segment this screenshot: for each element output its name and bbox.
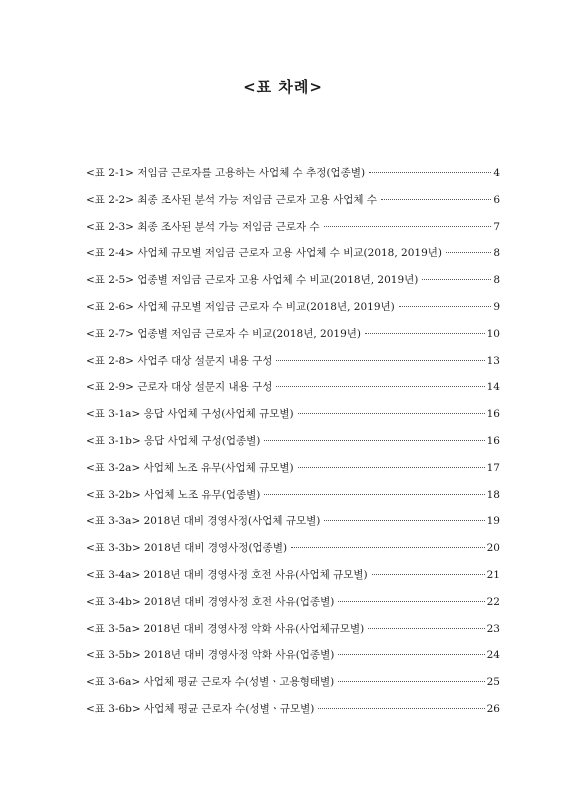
toc-leader-dots [264,494,484,495]
toc-entry-label: <표 3-6a> 사업체 평균 근로자 수(성별ㆍ고용형태별) [86,676,335,689]
toc-entry-label: <표 3-6b> 사업체 평균 근로자 수(성별ㆍ규모별) [86,702,315,715]
toc-entry[interactable] [86,245,500,272]
toc-entry[interactable] [86,299,500,326]
toc-entry-label: <표 3-2b> 사업체 노조 유무(업종별) [86,488,261,501]
toc-leader-dots [368,628,484,629]
toc-entry[interactable] [86,647,500,674]
toc-entry-page-number: 25 [486,676,500,689]
toc-entry-page-number: 10 [486,327,500,340]
toc-entry[interactable] [86,540,500,567]
toc-entry-page-number: 26 [486,702,500,715]
toc-leader-dots [264,440,484,441]
toc-leader-dots [298,413,485,414]
toc-entry-label: <표 2-3> 최종 조사된 분석 가능 저임금 근로자 수 [86,220,320,233]
toc-leader-dots [369,172,491,173]
toc-entry-label: <표 3-5a> 2018년 대비 경영사정 악화 사유(사업체규모별) [86,622,365,635]
toc-entry-page-number: 8 [493,247,500,260]
toc-entry-page-number: 7 [493,220,500,233]
toc-entry-page-number: 19 [486,515,500,528]
toc-entry-page-number: 8 [493,274,500,287]
toc-leader-dots [365,333,485,334]
toc-leader-dots [338,654,484,655]
toc-entry-label: <표 2-4> 사업체 규모별 저임금 근로자 고용 사업체 수 비교(2018, 2019년) [86,247,442,260]
toc-leader-dots [399,306,492,307]
toc-entry-label: <표 2-6> 사업체 규모별 저임금 근로자 수 비교(2018년, 2019년) [86,300,395,313]
toc-entry-label: <표 3-1a> 응답 사업체 구성(사업체 규모별) [86,408,294,421]
toc-leader-dots [318,708,484,709]
toc-entry-label: <표 3-4a> 2018년 대비 경영사정 호전 사유(사업체 규모별) [86,568,368,581]
page-title: <표 차례> [243,78,323,96]
toc-entry[interactable] [86,353,500,380]
toc-entry-label: <표 3-3b> 2018년 대비 경영사정(업종별) [86,542,288,555]
toc-entry[interactable] [86,406,500,433]
toc-entry-label: <표 3-5b> 2018년 대비 경영사정 악화 사유(업종별) [86,649,335,662]
toc-entry-label: <표 2-7> 업종별 저임금 근로자 수 비교(2018년, 2019년) [86,327,361,340]
table-of-contents-list [86,165,500,728]
toc-entry[interactable] [86,621,500,648]
toc-leader-dots [422,279,491,280]
toc-entry-page-number: 22 [486,595,500,608]
toc-leader-dots [338,681,484,682]
toc-entry-page-number: 17 [486,461,500,474]
toc-leader-dots [324,520,484,521]
toc-entry[interactable] [86,165,500,192]
toc-entry-label: <표 2-9> 근로자 대상 설문지 내용 구성 [86,381,273,394]
toc-entry-page-number: 23 [486,622,500,635]
toc-entry[interactable] [86,379,500,406]
toc-entry-label: <표 2-1> 저임금 근로자를 고용하는 사업체 수 추정(업종별) [86,167,366,179]
toc-entry-page-number: 24 [486,649,500,662]
toc-entry-page-number: 21 [486,568,500,581]
toc-entry-page-number: 14 [486,381,500,394]
toc-leader-dots [276,360,484,361]
toc-entry[interactable] [86,272,500,299]
toc-entry[interactable] [86,567,500,594]
toc-entry[interactable] [86,219,500,246]
toc-entry-label: <표 2-2> 최종 조사된 분석 가능 저임금 근로자 고용 사업체 수 [86,193,378,206]
toc-entry-page-number: 18 [486,488,500,501]
toc-leader-dots [291,547,485,548]
toc-leader-dots [298,467,485,468]
toc-entry[interactable] [86,594,500,621]
toc-entry[interactable] [86,192,500,219]
toc-entry[interactable] [86,326,500,353]
toc-entry-label: <표 3-3a> 2018년 대비 경영사정(사업체 규모별) [86,515,321,528]
toc-leader-dots [446,252,491,253]
toc-entry-label: <표 3-2a> 사업체 노조 유무(사업체 규모별) [86,461,294,474]
toc-entry-page-number: 13 [486,354,500,367]
toc-entry-page-number: 16 [486,434,500,447]
toc-leader-dots [276,386,484,387]
toc-entry[interactable] [86,674,500,701]
toc-leader-dots [324,226,492,227]
toc-entry-page-number: 4 [493,167,500,179]
toc-entry-page-number: 9 [493,300,500,313]
toc-entry[interactable] [86,487,500,514]
toc-entry[interactable] [86,701,500,728]
toc-entry-page-number: 16 [486,408,500,421]
toc-leader-dots [338,601,484,602]
toc-leader-dots [381,199,491,200]
toc-leader-dots [372,574,485,575]
toc-entry-label: <표 2-5> 업종별 저임금 근로자 고용 사업체 수 비교(2018년, 2019년) [86,274,419,287]
toc-entry-label: <표 2-8> 사업주 대상 설문지 내용 구성 [86,354,273,367]
toc-entry-label: <표 3-4b> 2018년 대비 경영사정 호전 사유(업종별) [86,595,335,608]
toc-entry-page-number: 20 [486,542,500,555]
toc-entry-page-number: 6 [493,193,500,206]
toc-entry[interactable] [86,460,500,487]
toc-entry-label: <표 3-1b> 응답 사업체 구성(업종별) [86,434,261,447]
toc-entry[interactable] [86,513,500,540]
toc-entry[interactable] [86,433,500,460]
